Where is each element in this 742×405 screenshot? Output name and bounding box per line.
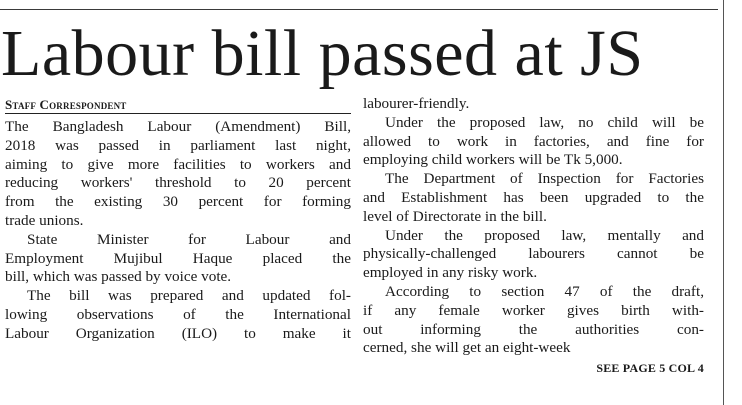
article-line: cerned, she will get an eight-week — [363, 339, 571, 357]
article-line: aiming to give more facilities to workers and — [5, 155, 351, 173]
headline: Labour bill passed at JS — [1, 17, 644, 90]
article-line: trade unions. — [5, 211, 84, 229]
article-line: 2018 was passed in parliament last night, — [5, 136, 351, 154]
article-line: level of Directorate in the bill. — [363, 207, 547, 225]
article-line: out informing the authorities con- — [363, 320, 704, 338]
article-line: if any female worker gives birth with- — [363, 301, 704, 319]
article-line: employing child workers will be Tk 5,000. — [363, 151, 623, 169]
left-column — [5, 95, 351, 344]
article-line: Employment Mujibul Haque placed the — [5, 249, 351, 267]
article-line: Under the proposed law, mentally and — [385, 226, 704, 244]
article-line: labourer-friendly. — [363, 95, 470, 112]
article-line: bill, which was passed by voice vote. — [5, 268, 232, 286]
continuation-note: SEE PAGE 5 COL 4 — [596, 361, 704, 376]
article-line: Labour Organization (ILO) to make it — [5, 324, 351, 342]
byline — [5, 95, 351, 115]
article-line: allowed to work in factories, and fine for — [363, 132, 704, 150]
right-column-text — [363, 95, 704, 358]
byline-rule — [5, 113, 351, 114]
article-line: State Minister for Labour and — [27, 230, 351, 248]
byline-text: Staff Correspondent — [5, 97, 127, 112]
article-line: physically-challenged labourers cannot be — [363, 245, 704, 263]
right-column-rule — [723, 0, 724, 405]
right-column — [363, 95, 704, 377]
article-line: The bill was prepared and updated fol- — [27, 287, 351, 305]
article-line: The Bangladesh Labour (Amendment) Bill, — [5, 118, 351, 135]
article-line: Under the proposed law, no child will be — [385, 113, 704, 131]
left-column-text — [5, 118, 351, 344]
top-rule — [0, 9, 718, 10]
article-line: and Establishment has been upgraded to the — [363, 188, 704, 206]
article-line: reducing workers' threshold to 20 percent — [5, 174, 351, 192]
article-line: According to section 47 of the draft, — [385, 282, 704, 300]
article-line: from the existing 30 percent for forming — [5, 193, 351, 211]
article-line: employed in any risky work. — [363, 264, 538, 282]
article-line: lowing observations of the International — [5, 305, 351, 323]
article-line: The Department of Inspection for Factories — [385, 170, 704, 188]
